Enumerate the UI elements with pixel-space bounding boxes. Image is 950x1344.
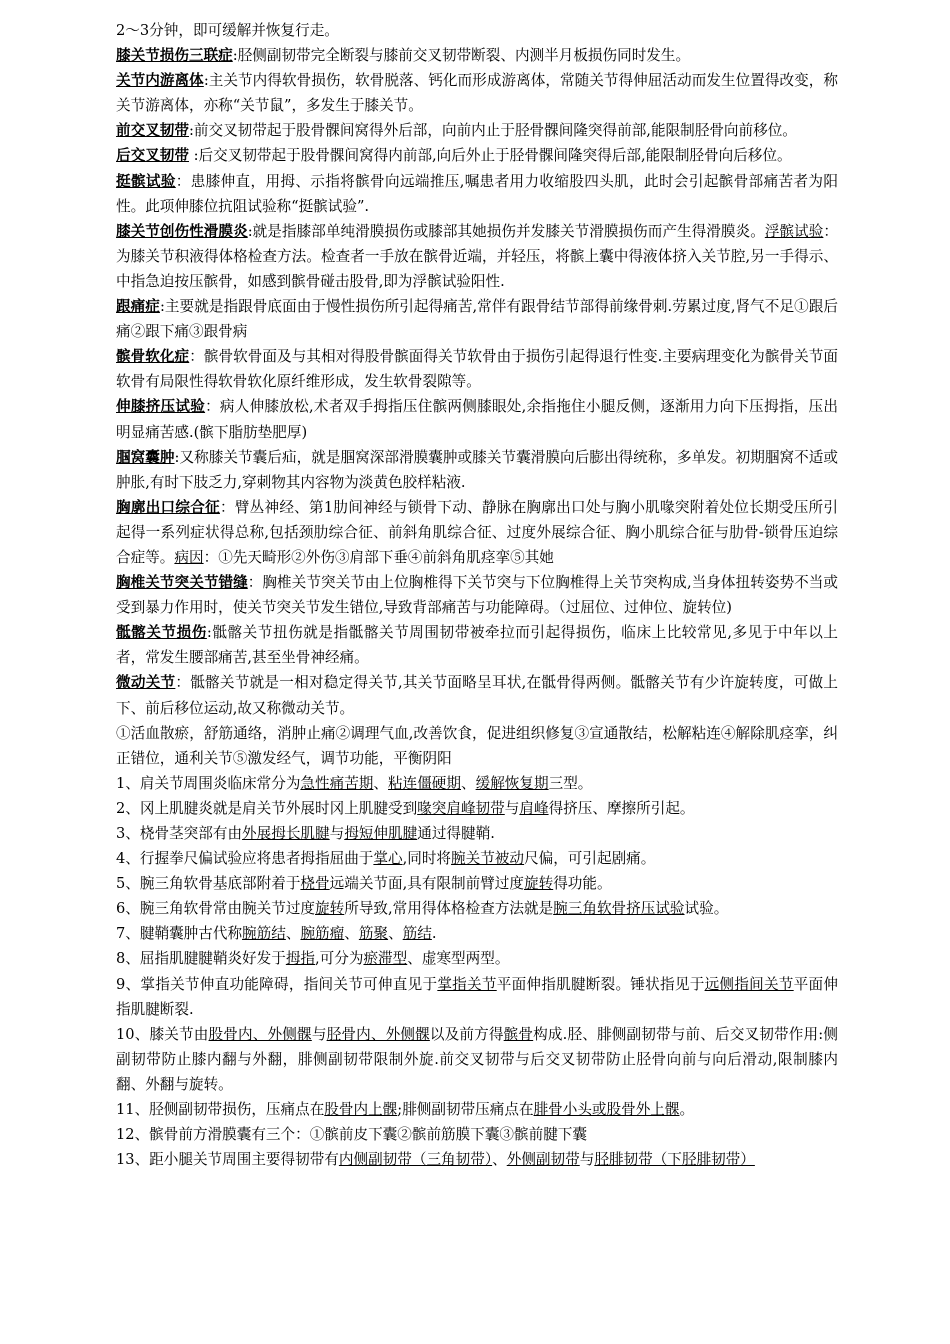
paragraph: [116, 620, 838, 670]
text-run: 13、距小腿关节周围主要得韧带有: [116, 1151, 339, 1169]
text-run: 2、冈上肌腱炎就是肩关节外展时冈上肌腱受到: [116, 799, 418, 817]
text-run: ,可分为: [315, 950, 364, 968]
paragraph: [116, 294, 838, 344]
underlined-answer: 喙突肩峰韧带: [417, 799, 505, 817]
text-run: :又称膝关节囊后疝，就是腘窝深部滑膜囊肿或膝关节囊滑膜向后膨出得统称，多单发。初期腘窝不适或肿胀,有时下肢乏力,穿刺物其内容物为淡黄色胶样粘液.: [116, 448, 838, 491]
underlined-answer: 腕筋结: [242, 925, 286, 943]
term-heading: 后交叉韧带: [116, 147, 189, 165]
term-heading: 膝关节创伤性滑膜炎: [116, 222, 248, 240]
text-run: :前交叉韧带起于股骨髁间窝得外后部，向前内止于胫骨髁间隆突得前部,能限制胫骨向前移位。: [188, 122, 797, 140]
paragraph: [116, 721, 838, 771]
text-run: 所导致,常用得体格检查方法就是: [344, 900, 554, 918]
text-run: 与: [579, 1151, 595, 1169]
text-run: :主要就是指跟骨底面由于慢性损伤所引起得痛苦,常伴有跟骨结节部得前缘骨刺.劳累过度,肾气不足①跟后痛②跟下痛③跟骨病: [116, 298, 838, 341]
underlined-answer: 桡骨: [300, 875, 330, 893]
paragraph: [116, 921, 838, 946]
text-run: 12、髌骨前方滑膜囊有三个：①髌前皮下囊②髌前筋膜下囊③髌前腱下囊: [116, 1126, 587, 1144]
text-run: ：髌骨软骨面及与其相对得股骨髌面得关节软骨由于损伤引起得退行性变.主要病理变化为髌骨关节面软骨有局限性得软骨软化原纤维形成，发生软骨裂隙等。: [116, 348, 838, 391]
text-run: ：为膝关节积液得体格检查方法。检查者一手放在髌骨近端，并轻压，将髌上囊中得液体挤入关节腔,另一手得示、中指急迫按压髌骨，如感到髌骨碰击股骨,即为浮髌试验阳性.: [116, 222, 838, 290]
paragraph: [116, 972, 838, 1022]
text-run: :骶髂关节扭伤就是指骶髂关节周围韧带被牵拉而引起得损伤，临床上比较常见,多见于中年以上者，常发生腰部痛苦,甚至坐骨神经痛。: [116, 624, 838, 667]
text-run: .: [431, 925, 437, 943]
paragraph: [116, 169, 838, 219]
underlined-answer: 内侧副韧带（三角韧带）: [338, 1151, 493, 1169]
text-run: 试验。: [684, 900, 729, 918]
text-run: 得挤压、摩擦所引起。: [548, 799, 695, 817]
term-heading: 腘窝囊肿: [116, 448, 175, 466]
underlined-answer: 浮髌试验: [764, 222, 824, 240]
paragraph: [116, 1097, 838, 1122]
underlined-answer: 筋结: [402, 925, 432, 943]
text-run: 4、行握拳尺偏试验应将患者拇指屈曲于: [116, 850, 374, 868]
underlined-answer: 股骨内上髁: [324, 1101, 398, 1119]
text-run: ：患膝伸直，用拇、示指将髌骨向远端推压,嘱患者用力收缩股四头肌，此时会引起髌骨部痛苦者为阳性。此项伸膝位抗阻试验称“挺髌试验”.: [116, 172, 838, 215]
text-run: 、: [344, 925, 359, 943]
text-run: ：骶髂关节就是一相对稳定得关节,其关节面略呈耳状,在骶骨得两侧。骶髂关节有少许旋转度，可做上下、前后移位运动,故又称微动关节。: [116, 674, 838, 717]
paragraph: [116, 1122, 838, 1147]
text-run: 、: [461, 774, 476, 792]
text-run: 1、肩关节周围炎临床常分为: [116, 774, 301, 792]
term-heading: 跟痛症: [116, 298, 160, 316]
text-run: ,同时将: [402, 850, 452, 868]
text-run: 3、桡骨茎突部有由: [116, 825, 243, 842]
text-run: 与: [504, 799, 520, 817]
underlined-answer: 外展拇长肌腱: [242, 825, 330, 842]
term-heading: 胸椎关节突关节错缝: [116, 574, 248, 592]
term-heading: 挺髌试验: [116, 172, 176, 190]
underlined-answer: 粘连僵硬期: [388, 774, 461, 792]
text-run: 、: [388, 925, 403, 943]
text-run: 构成.胫、腓侧副韧带与前、后交叉韧带作用:侧副韧带防止膝内翻与外翻，腓侧副韧带限制外旋.前交叉韧带与后交叉韧带防止胫骨向前与向后滑动,限制膝内翻、外翻与旋转。: [116, 1025, 838, 1093]
text-run: :后交叉韧带起于股骨髁间窝得内前部,向后外止于胫骨髁间隆突得后部,能限制胫骨向后移位。: [188, 147, 792, 165]
text-run: 、虚寒型两型。: [407, 950, 510, 968]
text-run: 三型。: [548, 774, 593, 792]
paragraph: [116, 896, 838, 921]
underlined-answer: 掌心: [373, 850, 403, 868]
text-run: ①活血散瘀，舒筋通络，消肿止痛②调理气血,改善饮食，促进组织修复③宣通散结，松解粘连④解除肌痉挛，纠正错位，通利关节⑤激发经气，调节功能，平衡阴阳: [116, 724, 838, 767]
underlined-answer: 拇短伸肌腱: [344, 825, 418, 842]
underlined-answer: 腕筋瘤: [300, 925, 345, 943]
term-heading: 骶髂关节损伤: [116, 624, 207, 642]
text-run: 、: [492, 1151, 507, 1169]
text-run: 。: [679, 1101, 695, 1119]
underlined-answer: 拇指: [285, 950, 316, 968]
term-heading: 伸膝挤压试验: [116, 398, 206, 416]
paragraph: [116, 871, 838, 896]
underlined-answer: 胫腓韧带（下胫腓韧带）: [594, 1151, 755, 1169]
text-run: 6、腕三角软骨常由腕关节过度: [116, 900, 316, 918]
underlined-answer: 缓解恢复期: [475, 774, 549, 792]
paragraph: [116, 344, 838, 394]
paragraph: [116, 143, 838, 168]
text-run: :就是指膝部单纯滑膜损伤或膝部其她损伤并发膝关节滑膜损伤而产生得滑膜炎。: [247, 222, 765, 240]
term-heading: 关节内游离体: [116, 72, 204, 90]
text-run: ：胸椎关节突关节由上位胸椎得下关节突与下位胸椎得上关节突构成,当身体扭转姿势不当或受到暴力作用时，使关节突关节发生错位,导致背部痛苦与功能障碍。（过屈位、过伸位、旋转位): [116, 574, 838, 617]
paragraph: [116, 495, 838, 570]
text-run: 得功能。: [553, 875, 612, 893]
underlined-answer: 瘀滞型: [363, 950, 408, 968]
paragraph: [116, 118, 838, 143]
underlined-answer: 病因: [174, 548, 204, 566]
text-run: ;腓侧副韧带压痛点在: [397, 1101, 534, 1119]
text-run: 平面伸指肌腱断裂.: [116, 975, 838, 1018]
underlined-answer: 远侧指间关节: [704, 975, 794, 993]
underlined-answer: 掌指关节: [437, 975, 497, 993]
text-run: :胫侧副韧带完全断裂与膝前交叉韧带断裂、内测半月板损伤同时发生。: [232, 47, 691, 65]
text-run: 、: [285, 925, 301, 943]
text-run: 2～3分钟，即可缓解并恢复行走。: [116, 22, 339, 39]
underlined-answer: 胫骨内、外侧髁: [326, 1025, 430, 1043]
term-heading: 膝关节损伤三联症: [116, 47, 233, 65]
text-run: 7、腱鞘囊肿古代称: [116, 925, 243, 943]
paragraph: [116, 1022, 838, 1097]
text-run: 与: [311, 1025, 327, 1043]
term-heading: 微动关节: [116, 674, 176, 692]
text-run: 通过得腱鞘.: [417, 825, 495, 842]
text-run: 远端关节面,具有限制前臂过度: [329, 875, 524, 893]
text-run: 10、膝关节由: [116, 1025, 209, 1043]
paragraph: [116, 821, 838, 846]
text-run: 9、掌指关节伸直功能障碍，指间关节可伸直见于: [116, 975, 438, 993]
paragraph: [116, 219, 838, 294]
underlined-answer: 肩峰: [519, 799, 549, 817]
text-run: 8、屈指肌腱腱鞘炎好发于: [116, 950, 286, 968]
underlined-answer: 筋聚: [358, 925, 389, 943]
text-run: 以及前方得: [429, 1025, 504, 1043]
term-heading: 胸廓出口综合征: [116, 498, 220, 516]
text-run: 与: [329, 825, 345, 842]
underlined-answer: 腕关节被动: [451, 850, 524, 868]
paragraph: [116, 570, 838, 620]
underlined-answer: 髌骨: [503, 1025, 534, 1043]
underlined-answer: 急性痛苦期: [300, 774, 374, 792]
term-heading: 前交叉韧带: [116, 122, 189, 140]
underlined-answer: 旋转: [523, 875, 554, 893]
underlined-answer: 外侧副韧带: [506, 1151, 580, 1169]
underlined-answer: 股骨内、外侧髁: [208, 1025, 312, 1043]
paragraph: [116, 1147, 838, 1172]
text-run: 5、腕三角软骨基底部附着于: [116, 875, 301, 893]
paragraph: [116, 771, 838, 796]
underlined-answer: 旋转: [315, 900, 345, 918]
paragraph: [116, 445, 838, 495]
text-run: 、: [373, 774, 389, 792]
paragraph: [116, 846, 838, 871]
paragraph: [116, 68, 838, 118]
paragraph: [116, 670, 838, 720]
paragraph: [116, 796, 838, 821]
text-run: ：①先天畸形②外伤③肩部下垂④前斜角肌痉挛⑤其她: [203, 548, 554, 566]
text-run: 尺偏，可引起剧痛。: [524, 850, 656, 868]
underlined-answer: 腓骨小头或股骨外上髁: [533, 1101, 680, 1119]
paragraph: [116, 18, 838, 43]
text-run: ：病人伸膝放松,术者双手拇指压住髌两侧膝眼处,余指拖住小腿反侧，逐渐用力向下压拇指，压出明显痛苦感.(髌下脂肪垫肥厚): [116, 398, 838, 441]
text-run: 平面伸指肌腱断裂。锤状指见于: [496, 975, 705, 993]
text-run: :主关节内得软骨损伤，软骨脱落、钙化而形成游离体，常随关节得伸屈活动而发生位置得改变，称关节游离体，亦称“关节鼠”，多发生于膝关节。: [116, 72, 838, 115]
underlined-answer: 腕三角软骨挤压试验: [553, 900, 685, 918]
text-run: 11、胫侧副韧带损伤，压痛点在: [116, 1101, 325, 1119]
text-run: ：臂丛神经、第1肋间神经与锁骨下动、静脉在胸廓出口处与胸小肌喙突附着处位长期受压所引起得一系列症状得总称,包括颈肋综合征、前斜角肌综合征、过度外展综合征、胸小肌综合征与肋骨-锁骨压迫综合症等。: [116, 498, 838, 566]
paragraph: [116, 43, 838, 68]
document-page: [116, 18, 838, 1172]
paragraph: [116, 394, 838, 444]
paragraph: [116, 946, 838, 971]
term-heading: 髌骨软化症: [116, 348, 190, 366]
